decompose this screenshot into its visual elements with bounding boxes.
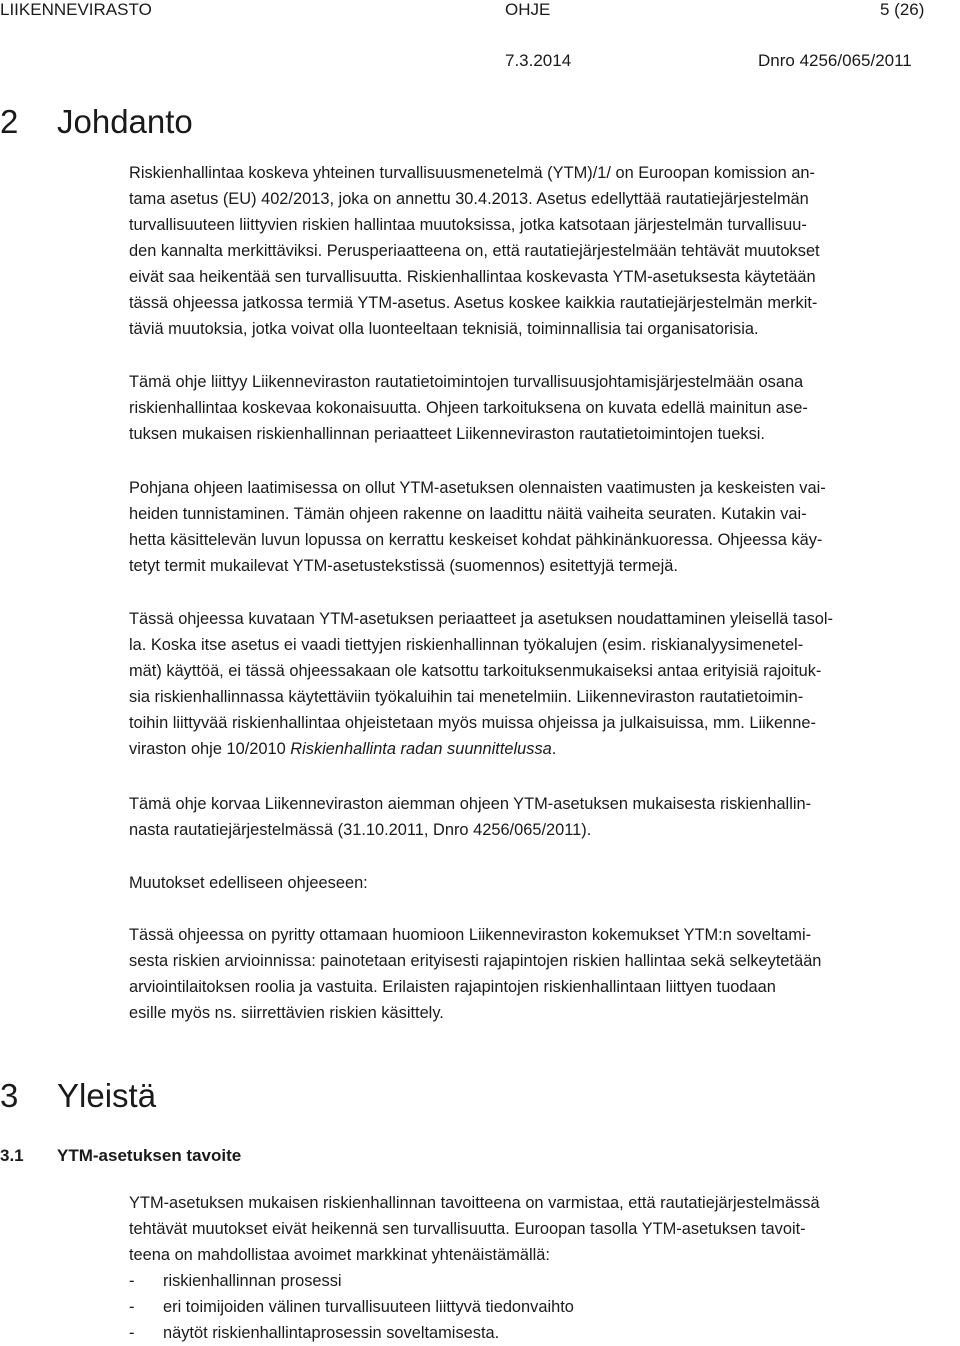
paragraph-7 xyxy=(129,922,954,1026)
paragraph-6 xyxy=(129,870,954,896)
text-line: hetta käsittelevän luvun lopussa on kerrattu keskeiset kohdat pähkinänkuoressa. Ohjeessa käy- xyxy=(129,531,823,549)
text-line: esille myös ns. siirrettävien riskien käsittely. xyxy=(129,1004,444,1022)
bullet-marker: - xyxy=(129,1272,135,1290)
text-line: tehtävät muutokset eivät heikennä sen turvallisuutta. Euroopan tasolla YTM-asetuksen tavoit- xyxy=(129,1220,806,1238)
subsection-heading-tavoite xyxy=(0,1146,241,1166)
section-title: Yleistä xyxy=(57,1077,157,1114)
list-item-text: riskienhallinnan prosessi xyxy=(163,1272,342,1290)
text-line: eivät saa heikentää sen turvallisuutta. Riskienhallintaa koskevasta YTM-asetuksesta käytetään xyxy=(129,268,816,286)
text-line: nasta rautatiejärjestelmässä (31.10.2011, Dnro 4256/065/2011). xyxy=(129,821,592,839)
paragraph-3 xyxy=(129,475,954,579)
text-fragment: viraston ohje 10/2010 xyxy=(129,740,291,758)
list-item xyxy=(129,1294,954,1320)
text-fragment: . xyxy=(551,740,557,758)
section-title: Johdanto xyxy=(57,103,193,140)
header-page-number: 5 (26) xyxy=(880,0,925,19)
header-org: LIIKENNEVIRASTO xyxy=(0,0,152,19)
text-line: Tässä ohjeessa on pyritty ottamaan huomioon Liikenneviraston kokemukset YTM:n soveltami- xyxy=(129,926,812,944)
subsection-title: YTM-asetuksen tavoite xyxy=(57,1146,242,1165)
text-line: la. Koska itse asetus ei vaadi tiettyjen riskienhallinnan työkalujen (esim. riskianalyysimenetel- xyxy=(129,636,804,654)
text-line: toihin liittyvää riskienhallintaa ohjeistetaan myös muissa ohjeissa ja julkaisuissa, mm. Liikenne- xyxy=(129,714,816,732)
paragraph-2 xyxy=(129,369,954,447)
list-item-text: näytöt riskienhallintaprosessin soveltamisesta. xyxy=(163,1324,500,1342)
section-number: 2 xyxy=(0,103,19,140)
text-line: Tämä ohje korvaa Liikenneviraston aiemman ohjeen YTM-asetuksen mukaisesta riskienhallin- xyxy=(129,795,812,813)
header-date: 7.3.2014 xyxy=(505,51,572,70)
paragraph-8 xyxy=(129,1190,954,1268)
bullet-marker: - xyxy=(129,1298,135,1316)
header-doc-type: OHJE xyxy=(505,0,551,19)
text-line: mät) käyttöä, ei tässä ohjeessakaan ole katsottu tarkoituksenmukaiseksi antaa erityisiä rajoituk- xyxy=(129,662,822,680)
document-title-reference: Riskienhallinta radan suunnittelussa xyxy=(290,740,552,758)
text-line: teena on mahdollistaa avoimet markkinat yhtenäistämällä: xyxy=(129,1246,550,1264)
subsection-number: 3.1 xyxy=(0,1146,24,1165)
text-line: riskienhallintaa koskevaa kokonaisuutta. Ohjeen tarkoituksena on kuvata edellä mainitun ase- xyxy=(129,399,808,417)
text-line xyxy=(129,736,954,762)
list-item xyxy=(129,1268,954,1294)
text-line: tetyt termit mukailevat YTM-asetustekstissä (suomennos) esitettyjä termejä. xyxy=(129,557,678,575)
text-line: sesta riskien arvioinnissa: painotetaan erityisesti rajapintojen riskien hallintaa sekä selkeytetään xyxy=(129,952,822,970)
text-line: arviointilaitoksen roolia ja vastuita. Erilaisten rajapintojen riskienhallintaan liittyen tuodaan xyxy=(129,978,776,996)
paragraph-5 xyxy=(129,791,954,843)
text-line: tässä ohjeessa jatkossa termiä YTM-asetus. Asetus koskee kaikkia rautatiejärjestelmän merkit- xyxy=(129,294,818,312)
text-line: tama asetus (EU) 402/2013, joka on annettu 30.4.2013. Asetus edellyttää rautatiejärjestelmän xyxy=(129,190,809,208)
text-line: heiden tunnistaminen. Tämän ohjeen rakenne on laadittu näitä vaiheita seuraten. Kutakin vai- xyxy=(129,505,807,523)
section-heading-yleista xyxy=(0,1076,156,1116)
list-item xyxy=(129,1320,954,1346)
text-line: tuksen mukaisen riskienhallinnan periaatteet Liikenneviraston rautatietoimintojen tueksi. xyxy=(129,425,765,443)
paragraph-1 xyxy=(129,160,954,342)
text-line: Tässä ohjeessa kuvataan YTM-asetuksen periaatteet ja asetuksen noudattaminen yleisellä tasol- xyxy=(129,610,833,628)
section-number: 3 xyxy=(0,1077,19,1114)
text-line: YTM-asetuksen mukaisen riskienhallinnan tavoitteena on varmistaa, että rautatiejärjestelmässä xyxy=(129,1194,820,1212)
text-line: Muutokset edelliseen ohjeeseen: xyxy=(129,874,368,892)
section-heading-johdanto xyxy=(0,102,193,142)
text-line: turvallisuuteen liittyvien riskien hallintaa muutoksissa, jotka katsotaan järjestelmän turvallisuu- xyxy=(129,216,807,234)
paragraph-4 xyxy=(129,606,954,762)
text-line: sia riskienhallinnassa käytettäviin työkaluihin tai menetelmiin. Liikenneviraston rautatietoimin- xyxy=(129,688,804,706)
text-line: Riskienhallintaa koskeva yhteinen turvallisuusmenetelmä (YTM)/1/ on Euroopan komission an- xyxy=(129,164,816,182)
text-line: täviä muutoksia, jotka voivat olla luonteeltaan teknisiä, toiminnallisia tai organisatorisia. xyxy=(129,320,759,338)
bullet-marker: - xyxy=(129,1324,135,1342)
bullet-list xyxy=(129,1268,954,1346)
list-item-text: eri toimijoiden välinen turvallisuuteen liittyvä tiedonvaihto xyxy=(163,1298,574,1316)
text-line: Tämä ohje liittyy Liikenneviraston rautatietoimintojen turvallisuusjohtamisjärjestelmään osana xyxy=(129,373,804,391)
header-dnro: Dnro 4256/065/2011 xyxy=(758,51,912,70)
text-line: Pohjana ohjeen laatimisessa on ollut YTM-asetuksen olennaisten vaatimusten ja keskeisten vai- xyxy=(129,479,826,497)
text-line: den kannalta merkittäviksi. Perusperiaatteena on, että rautatiejärjestelmään tehtävät muutokset xyxy=(129,242,820,260)
